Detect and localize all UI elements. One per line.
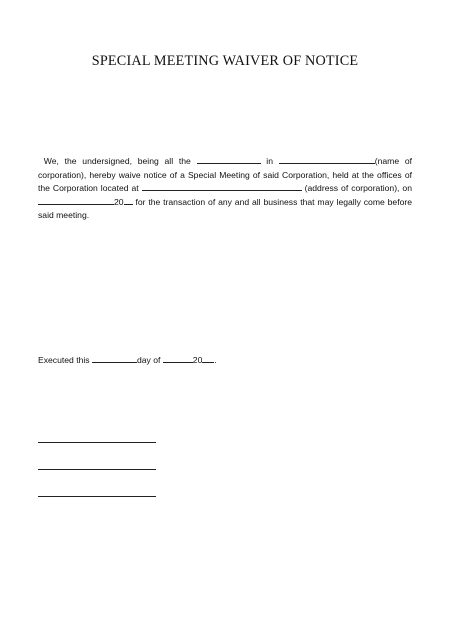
para-text-6: for the transaction of any and all business that may legally come before said meeting. bbox=[38, 196, 413, 221]
executed-text-1: Executed this bbox=[38, 355, 90, 365]
document-title: SPECIAL MEETING WAIVER OF NOTICE bbox=[91, 53, 359, 69]
para-text-2: in bbox=[266, 156, 273, 166]
para-text-5: 20 bbox=[114, 196, 124, 207]
blank-date-field[interactable] bbox=[38, 196, 114, 205]
blank-executed-year-field[interactable] bbox=[202, 354, 217, 365]
blank-year-field[interactable] bbox=[124, 196, 133, 205]
blank-address-field[interactable] bbox=[142, 182, 302, 191]
para-text-3: (name of corporation), hereby waive notice of a Special Meeting of said Corporation, held at the offices of the Corporation located at bbox=[38, 156, 413, 194]
para-text-1: We, the undersigned, being all the bbox=[43, 156, 191, 166]
para-text-4: (address of corporation), on bbox=[304, 183, 412, 194]
blank-executed-day-field[interactable] bbox=[92, 354, 137, 363]
signature-line-2[interactable] bbox=[38, 469, 156, 470]
signature-line-1[interactable] bbox=[38, 442, 156, 443]
blank-executed-month-field[interactable] bbox=[163, 354, 193, 363]
signature-line-3[interactable] bbox=[38, 496, 156, 497]
executed-line bbox=[38, 354, 217, 365]
blank-number-field[interactable] bbox=[197, 155, 261, 164]
executed-text-2: day of bbox=[136, 355, 161, 365]
executed-text-4: . bbox=[214, 355, 217, 365]
blank-directors-field[interactable] bbox=[279, 155, 375, 164]
executed-text-3: 20 bbox=[192, 355, 203, 365]
waiver-paragraph bbox=[38, 155, 412, 223]
